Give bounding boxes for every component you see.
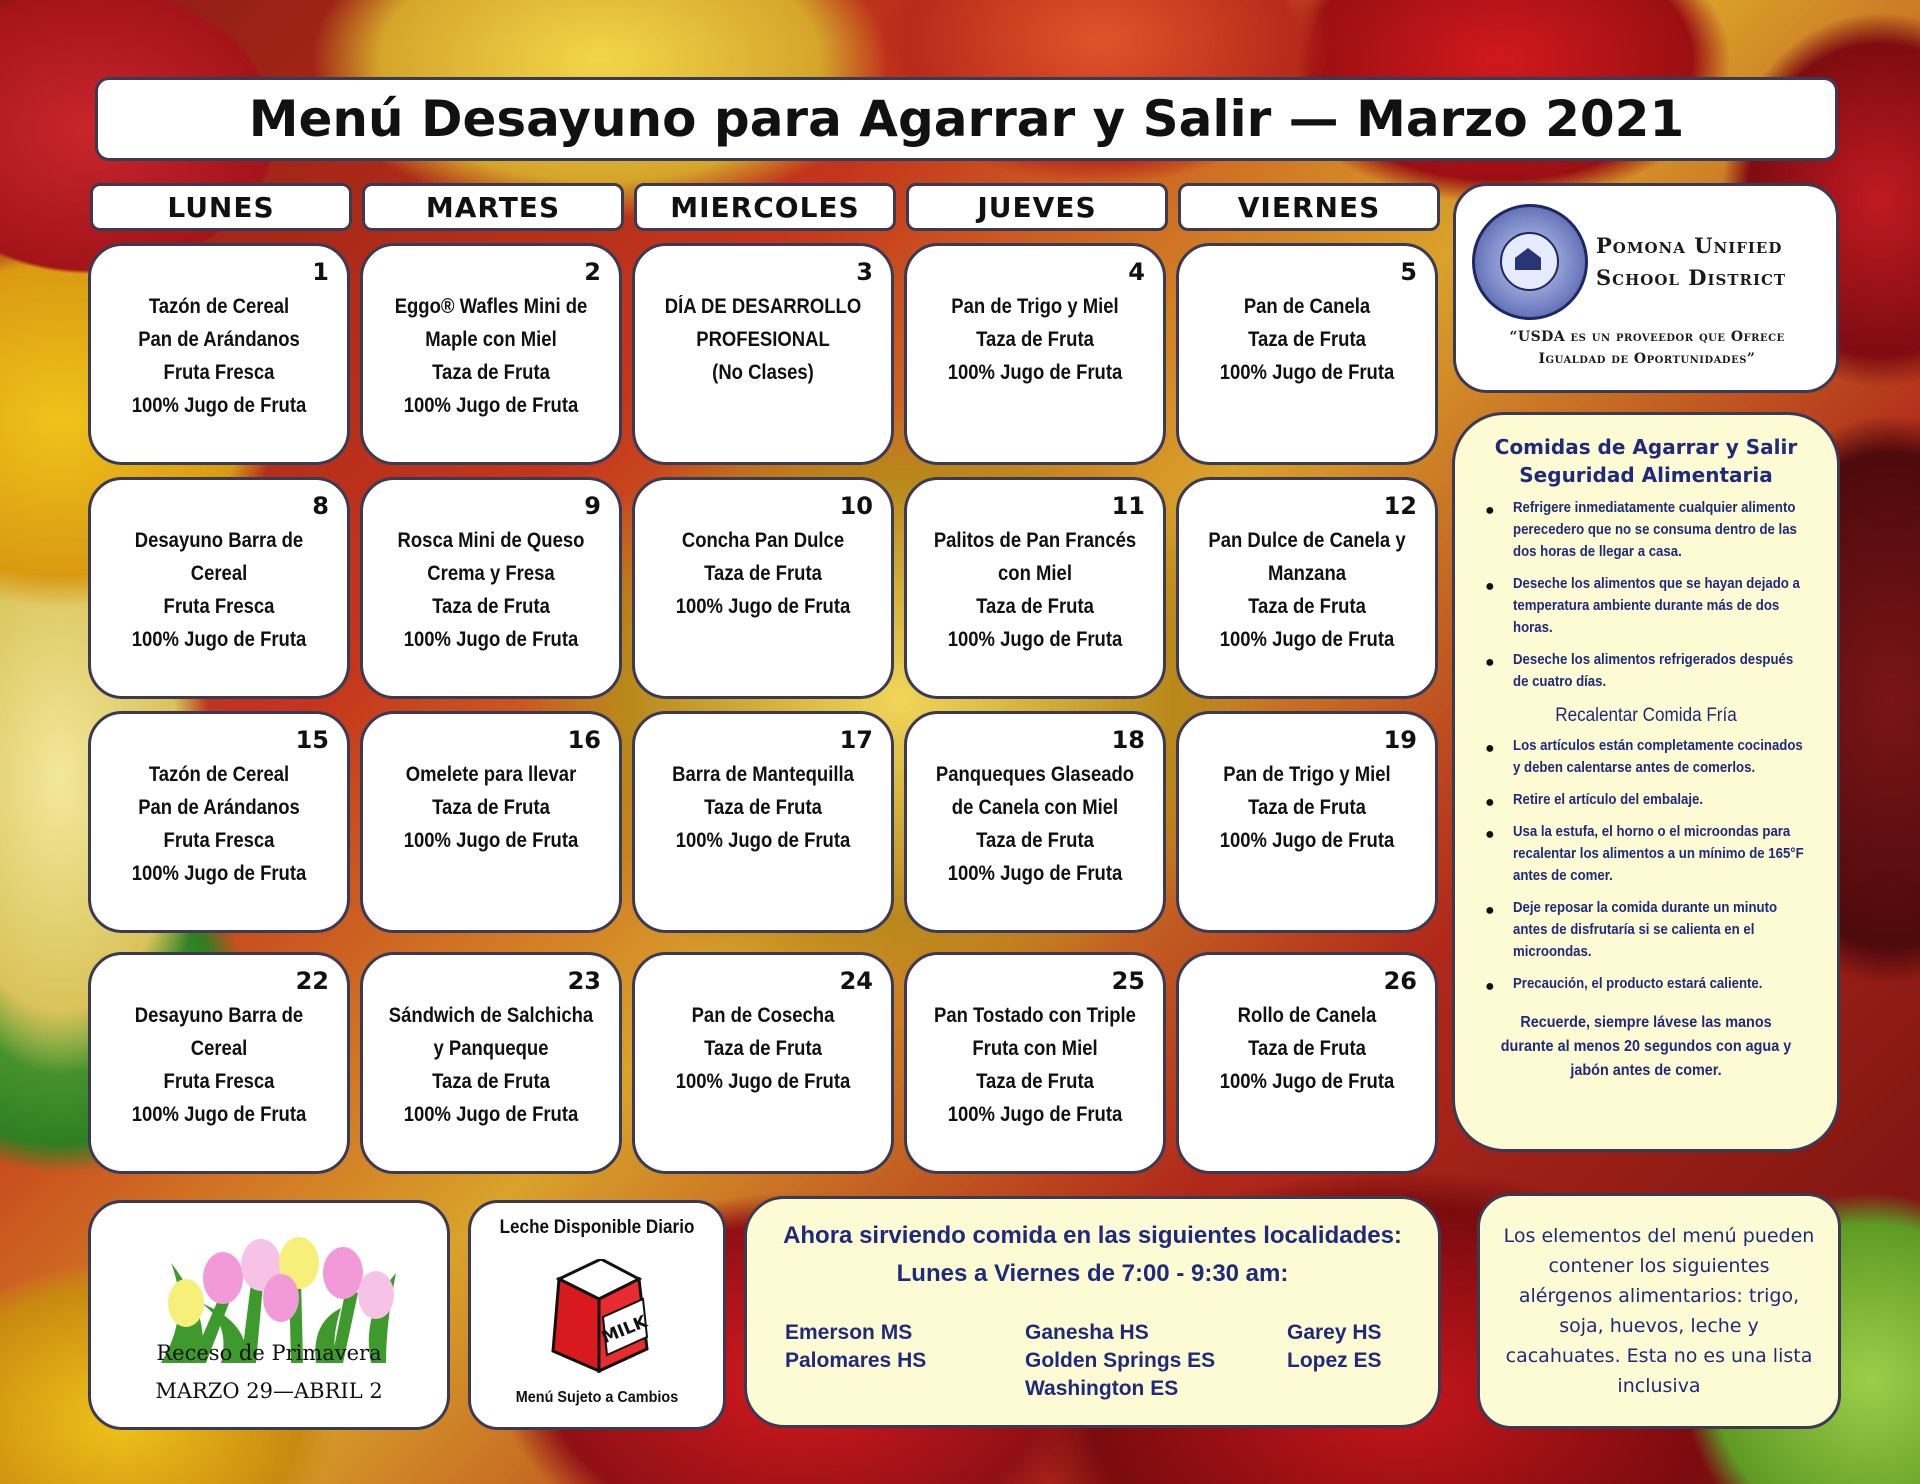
bullet-icon: ● (1485, 978, 1495, 995)
menu-item: Manzana (1267, 562, 1347, 585)
menu-item: de Canela con Miel (951, 796, 1119, 819)
food-safety-list (1479, 497, 1813, 693)
menu-item: Taza de Fruta (1248, 328, 1366, 351)
page-title-bar (95, 77, 1838, 161)
menu-item: Concha Pan Dulce (681, 529, 845, 552)
menu-item: Taza de Fruta (1248, 1037, 1366, 1060)
menu-item: 100% Jugo de Fruta (131, 394, 307, 417)
day-number: 3 (856, 258, 873, 286)
calendar-day-cell (904, 477, 1166, 699)
allergen-notice: Los elementos del menú pueden contener los siguientes alérgenos alimentarios: trigo, soja, huevos, leche y cacahuates. Esta no es una lista inclusiva (1503, 1225, 1815, 1397)
location-item: Golden Springs ES (1025, 1349, 1216, 1372)
location-item: Palomares HS (785, 1349, 927, 1372)
menu-item: 100% Jugo de Fruta (675, 1070, 851, 1093)
usda-statement: “USDA es un proveedor que Ofrece Igualdad de Oportunidades” (1509, 329, 1785, 367)
menu-item: 100% Jugo de Fruta (947, 862, 1123, 885)
menu-item: Panqueques Glaseado (935, 763, 1135, 786)
menu-item: Desayuno Barra de (134, 529, 304, 552)
menu-item: Rollo de Canela (1237, 1004, 1377, 1027)
menu-item: Tazón de Cereal (148, 295, 290, 318)
menu-item: Eggo® Wafles Mini de (394, 295, 588, 318)
calendar-day-cell (360, 243, 622, 465)
menu-item: Pan de Canela (1243, 295, 1371, 318)
day-number: 26 (1383, 967, 1417, 995)
menu-item: 100% Jugo de Fruta (403, 628, 579, 651)
location-item: Lopez ES (1287, 1349, 1382, 1372)
menu-item: Taza de Fruta (432, 1070, 550, 1093)
location-item: Emerson MS (785, 1321, 913, 1344)
food-safety-panel (1452, 412, 1840, 1152)
menu-item: Palitos de Pan Francés (933, 529, 1137, 552)
menu-item: Barra de Mantequilla (672, 763, 854, 786)
day-number: 18 (1111, 726, 1145, 754)
location-item: Ganesha HS (1025, 1321, 1149, 1344)
safety-list-item: ● Deseche los alimentos refrigerados después de cuatro días. (1485, 651, 1794, 690)
allergen-panel (1477, 1193, 1841, 1429)
menu-item: Rosca Mini de Queso (397, 529, 585, 552)
day-header-miercoles: MIERCOLES (634, 183, 896, 231)
day-number: 15 (295, 726, 329, 754)
menu-item: PROFESIONAL (696, 328, 830, 351)
milk-carton-label: MILK (598, 1311, 651, 1349)
menu-item: 100% Jugo de Fruta (1219, 361, 1395, 384)
location-item: Garey HS (1287, 1321, 1382, 1344)
menu-item: 100% Jugo de Fruta (1219, 1070, 1395, 1093)
page-title: Menú Desayuno para Agarrar y Salir — Marzo 2021 (248, 90, 1685, 148)
calendar-day-cell (1176, 952, 1438, 1174)
menu-item: 100% Jugo de Fruta (675, 595, 851, 618)
menu-item: Crema y Fresa (427, 562, 555, 585)
day-number: 24 (839, 967, 873, 995)
calendar-day-cell (904, 243, 1166, 465)
menu-item: Fruta con Miel (972, 1037, 1098, 1060)
calendar-day-cell (360, 711, 622, 933)
menu-item: 100% Jugo de Fruta (131, 1103, 307, 1126)
day-header-martes: MARTES (362, 183, 624, 231)
day-number: 2 (584, 258, 601, 286)
calendar-day-cell (1176, 711, 1438, 933)
day-number: 1 (312, 258, 329, 286)
menu-item: Sándwich de Salchicha (388, 1004, 594, 1027)
menu-item: Pan Dulce de Canela y (1208, 529, 1406, 552)
food-safety-title: Comidas de Agarrar y Salir Seguridad Alimentaria (1494, 435, 1798, 487)
calendar-day-cell (904, 952, 1166, 1174)
calendar-day-cell (632, 243, 894, 465)
menu-item: 100% Jugo de Fruta (947, 628, 1123, 651)
bullet-icon: ● (1485, 578, 1495, 595)
calendar-day-cell (904, 711, 1166, 933)
menu-item: Omelete para llevar (405, 763, 577, 786)
calendar-day-cell (1176, 243, 1438, 465)
safety-list-item: ● Precaución, el producto estará caliente. (1479, 973, 1813, 995)
bullet-icon: ● (1485, 740, 1495, 757)
menu-item: Taza de Fruta (432, 796, 550, 819)
menu-item: Fruta Fresca (163, 595, 275, 618)
safety-list-item: ● Los artículos están completamente cocinados y deben calentarse antes de comerlos. (1485, 737, 1803, 776)
day-header-viernes: VIERNES (1178, 183, 1440, 231)
menu-item: DÍA DE DESARROLLO (664, 295, 862, 318)
menu-item: Desayuno Barra de (134, 1004, 304, 1027)
calendar-day-cell (632, 952, 894, 1174)
menu-item: 100% Jugo de Fruta (131, 862, 307, 885)
bullet-icon: ● (1485, 902, 1495, 919)
calendar-day-cell (360, 952, 622, 1174)
district-seal-icon (1472, 204, 1588, 320)
locations-heading: Ahora sirviendo comida en las siguientes localidades: Lunes a Viernes de 7:00 - 9:30 am: (783, 1222, 1402, 1287)
menu-item: 100% Jugo de Fruta (403, 829, 579, 852)
menu-item: 100% Jugo de Fruta (403, 394, 579, 417)
menu-item: Tazón de Cereal (148, 763, 290, 786)
day-number: 4 (1128, 258, 1145, 286)
district-logo-panel (1453, 183, 1839, 393)
menu-item: 100% Jugo de Fruta (131, 628, 307, 651)
day-number: 5 (1400, 258, 1417, 286)
day-number: 23 (567, 967, 601, 995)
milk-panel (468, 1200, 726, 1430)
menu-item: Pan de Arándanos (138, 328, 300, 351)
day-number: 22 (295, 967, 329, 995)
menu-item: Taza de Fruta (704, 796, 822, 819)
bullet-icon: ● (1485, 826, 1495, 843)
menu-item: Pan de Cosecha (691, 1004, 835, 1027)
milk-title: Leche Disponible Diario (499, 1217, 695, 1238)
calendar-day-cell (88, 711, 350, 933)
menu-item: 100% Jugo de Fruta (1219, 829, 1395, 852)
bullet-icon: ● (1485, 654, 1495, 671)
reheat-subtitle: Recalentar Comida Fría (1555, 705, 1737, 726)
menu-item: y Panqueque (433, 1037, 549, 1060)
day-number: 19 (1383, 726, 1417, 754)
bullet-icon: ● (1485, 502, 1495, 519)
district-name: Pomona Unified School District (1596, 233, 1787, 290)
day-header-lunes: LUNES (90, 183, 352, 231)
calendar-day-cell (88, 243, 350, 465)
menu-item: con Miel (998, 562, 1072, 585)
spring-break-panel (88, 1200, 450, 1430)
menu-item: Fruta Fresca (163, 829, 275, 852)
safety-list-item: ● Usa la estufa, el horno o el microondas para recalentar los alimentos a un mínimo de 165°F antes de comer. (1485, 823, 1804, 884)
menu-subject-to-change: Menú Sujeto a Cambios (515, 1389, 679, 1406)
locations-column-1 (785, 1319, 926, 1375)
menu-item: Taza de Fruta (976, 328, 1094, 351)
menu-item: Taza de Fruta (976, 829, 1094, 852)
menu-item: Cereal (190, 562, 248, 585)
day-header-jueves: JUEVES (906, 183, 1168, 231)
day-number: 8 (312, 492, 329, 520)
menu-item: Taza de Fruta (976, 595, 1094, 618)
day-number: 16 (567, 726, 601, 754)
menu-item: 100% Jugo de Fruta (675, 829, 851, 852)
day-number: 12 (1383, 492, 1417, 520)
bullet-icon: ● (1485, 794, 1495, 811)
menu-item: Cereal (190, 1037, 248, 1060)
safety-list-item: ● Deseche los alimentos que se hayan dejado a temperatura ambiente durante más de dos horas. (1485, 575, 1800, 636)
spring-break-dates: MARZO 29—ABRIL 2 (155, 1379, 383, 1403)
menu-item: Taza de Fruta (1248, 796, 1366, 819)
menu-item: (No Clases) (712, 361, 814, 384)
menu-item: Fruta Fresca (163, 1070, 275, 1093)
menu-item: 100% Jugo de Fruta (947, 361, 1123, 384)
safety-list-item: ● Refrigere inmediatamente cualquier alimento perecedero que no se consuma dentro de las dos horas de llegar a casa. (1485, 499, 1797, 560)
safety-list-item: ● Retire el artículo del embalaje. (1479, 789, 1813, 811)
spring-break-title: Receso de Primavera (156, 1341, 382, 1365)
menu-item: 100% Jugo de Fruta (947, 1103, 1123, 1126)
day-number: 17 (839, 726, 873, 754)
reheat-list (1479, 735, 1813, 995)
menu-item: Taza de Fruta (1248, 595, 1366, 618)
menu-item: Taza de Fruta (432, 361, 550, 384)
milk-carton-icon (539, 1259, 661, 1375)
menu-item: Taza de Fruta (704, 562, 822, 585)
locations-column-2 (1025, 1319, 1215, 1403)
menu-item: Pan de Trigo y Miel (1223, 763, 1391, 786)
menu-item: Taza de Fruta (704, 1037, 822, 1060)
calendar-day-cell (1176, 477, 1438, 699)
handwash-reminder: Recuerde, siempre lávese las manos durante al menos 20 segundos con agua y jabón antes de comer. (1500, 1014, 1792, 1079)
location-item: Washington ES (1025, 1377, 1179, 1400)
menu-item: 100% Jugo de Fruta (403, 1103, 579, 1126)
locations-column-3 (1287, 1319, 1382, 1375)
calendar-day-cell (88, 952, 350, 1174)
calendar-day-cell (632, 711, 894, 933)
locations-panel (744, 1196, 1441, 1428)
menu-item: Fruta Fresca (163, 361, 275, 384)
calendar-day-cell (632, 477, 894, 699)
menu-item: Pan de Arándanos (138, 796, 300, 819)
menu-item: Pan de Trigo y Miel (951, 295, 1119, 318)
day-number: 25 (1111, 967, 1145, 995)
calendar-day-cell (88, 477, 350, 699)
day-number: 11 (1111, 492, 1145, 520)
day-number: 9 (584, 492, 601, 520)
menu-item: Pan Tostado con Triple (934, 1004, 1136, 1027)
calendar-day-cell (360, 477, 622, 699)
menu-item: Taza de Fruta (432, 595, 550, 618)
menu-item: Maple con Miel (425, 328, 557, 351)
menu-item: 100% Jugo de Fruta (1219, 628, 1395, 651)
day-number: 10 (839, 492, 873, 520)
menu-item: Taza de Fruta (976, 1070, 1094, 1093)
safety-list-item: ● Deje reposar la comida durante un minuto antes de disfrutaría si se calienta en el microondas. (1485, 899, 1778, 960)
